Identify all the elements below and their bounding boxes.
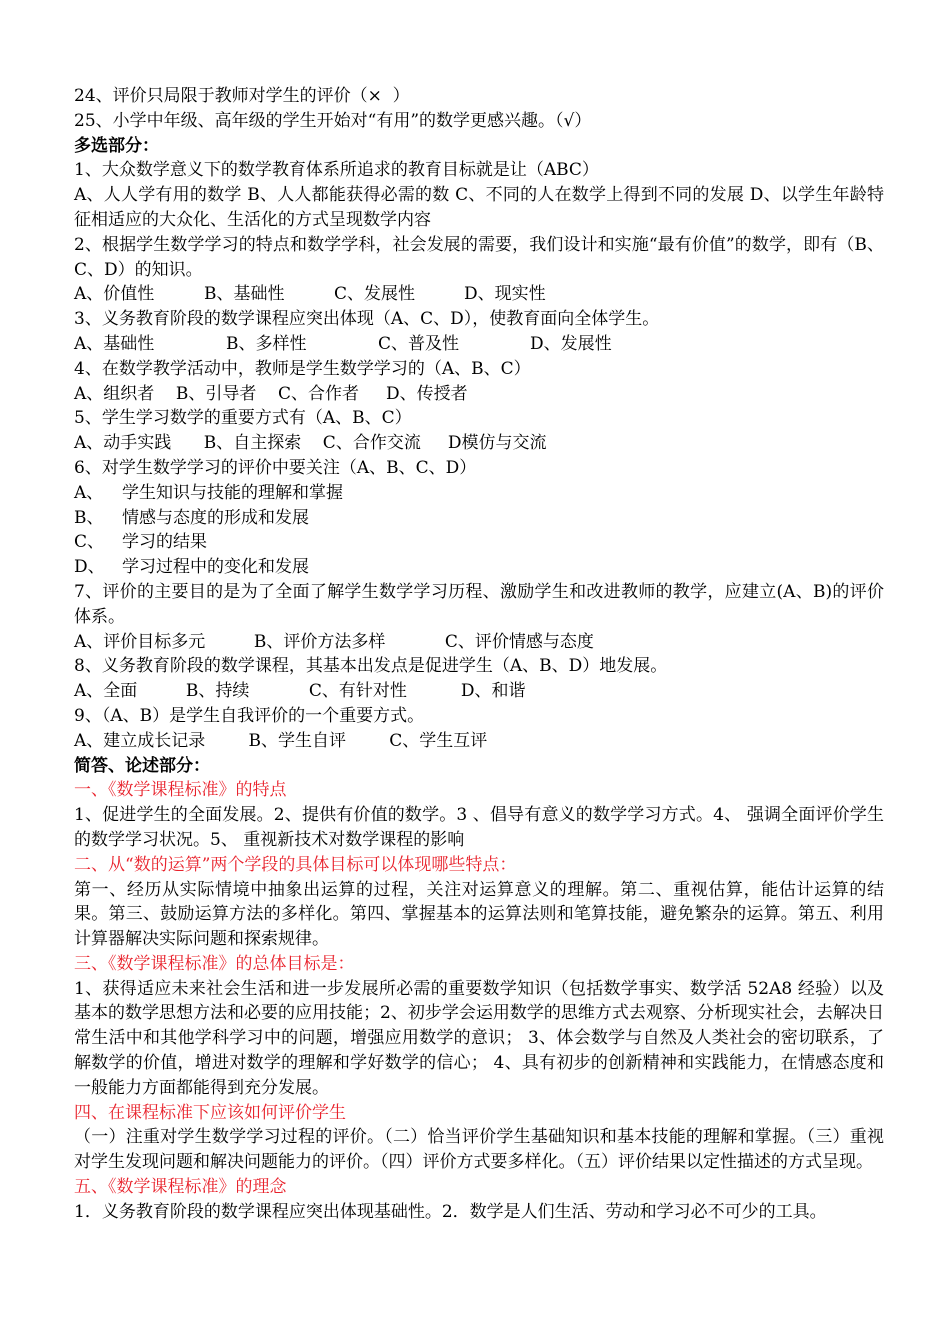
essay-heading: 五、《数学课程标准》的理念 [74, 1177, 287, 1198]
question: 2、根据学生数学学习的特点和数学学科，社会发展的需要，我们设计和实施“最有价值”的数学，即有（B、C、D）的知识。 [74, 234, 884, 280]
list-item: A、 学生知识与技能的理解和掌握 [74, 482, 343, 503]
list-item: B、 情感与态度的形成和发展 [74, 507, 309, 528]
essay-heading: 一、《数学课程标准》的特点 [74, 780, 287, 801]
options: A、建立成长记录 B、学生自评 C、学生互评 [74, 730, 488, 751]
option: C、普及性 [378, 333, 460, 354]
options: A、全面 B、持续 C、有针对性 D、和谐 [74, 681, 526, 702]
essay-body: 第一、经历从实际情境中抽象出运算的过程，关注对运算意义的理解。第二、重视估算，能估计运算的结果。第三、鼓励运算方法的多样化。第四、掌握基本的运算法则和笔算技能，避免繁杂的运算。第五、利用计算器解决实际问题和探索规律。 [74, 879, 884, 950]
option: A、价值性 [74, 284, 155, 305]
question: 3、义务教育阶段的数学课程应突出体现（A、C、D），使教育面向全体学生。 [74, 309, 660, 330]
question: 9、（A、B）是学生自我评价的一个重要方式。 [74, 705, 425, 726]
options: A、评价目标多元 B、评价方法多样 C、评价情感与态度 [74, 631, 594, 652]
options: A、组织者 B、引导者 C、合作者 D、传授者 [74, 383, 468, 404]
options: A、人人学有用的数学 B、人人都能获得必需的数 C、不同的人在数学上得到不同的发展 D、以学生年龄特征相适应的大众化、生活化的方式呈现数学内容 [74, 185, 884, 230]
question: 4、在数学教学活动中，教师是学生数学学习的（A、B、C） [74, 358, 531, 379]
options [74, 282, 884, 307]
option: D、现实性 [464, 284, 546, 305]
essay-body: 1．义务教育阶段的数学课程应突出体现基础性。2．数学是人们生活、劳动和学习必不可少的工具。 [74, 1201, 827, 1222]
question: 8、义务教育阶段的数学课程，其基本出发点是促进学生（A、B、D）地发展。 [74, 656, 668, 677]
question: 5、学生学习数学的重要方式有（A、B、C） [74, 408, 412, 429]
essay-heading: 四、在课程标准下应该如何评价学生 [74, 1102, 346, 1123]
options: A、动手实践 B、自主探索 C、合作交流 D模仿与交流 [74, 433, 547, 454]
list-item: C、 学习的结果 [74, 532, 207, 553]
section-heading-essay: 简答、论述部分： [74, 755, 210, 776]
question: 1、大众数学意义下的数学教育体系所追求的教育目标就是让（ABC） [74, 160, 599, 181]
section-heading-multi: 多选部分： [74, 135, 159, 156]
essay-body: 1、促进学生的全面发展。2、提供有价值的数学。3 、倡导有意义的数学学习方式。4、 强调全面评价学生的数学学习状况。5、 重视新技术对数学课程的影响 [74, 805, 884, 850]
option: B、基础性 [204, 284, 285, 305]
option: A、基础性 [74, 333, 155, 354]
question: 7、评价的主要目的是为了全面了解学生数学学习历程、激励学生和改进教师的教学，应建立(A、B)的评价体系。 [74, 581, 884, 627]
option: B、多样性 [226, 333, 307, 354]
essay-heading: 三、《数学课程标准》的总体目标是： [74, 953, 355, 974]
question: 6、对学生数学学习的评价中要关注（A、B、C、D） [74, 457, 477, 478]
list-item: D、 学习过程中的变化和发展 [74, 557, 309, 578]
essay-body: （一）注重对学生数学学习过程的评价。（二）恰当评价学生基础知识和基本技能的理解和掌握。（三）重视对学生发现问题和解决问题能力的评价。（四）评价方式要多样化。（五）评价结果以定性描述的方式呈现。 [74, 1127, 884, 1173]
essay-heading: 二、从“数的运算”两个学段的具体目标可以体现哪些特点： [74, 854, 517, 875]
option: C、发展性 [334, 284, 416, 305]
judge-item: 25、小学中年级、高年级的学生开始对“有用”的数学更感兴趣。（√） [74, 110, 592, 131]
options [74, 332, 884, 357]
judge-item: 24、评价只局限于教师对学生的评价（× ） [74, 86, 410, 106]
document-page [74, 84, 884, 1225]
essay-body: 1、获得适应未来社会生活和进一步发展所必需的重要数学知识（包括数学事实、数学活 52A8 经验）以及基本的数学思想方法和必要的应用技能；2、初步学会运用数学的思维方式去观察、分析现实社会，去解决日常生活中和其他学科学习中的问题，增强应用数学的意识； 3、体会数学与自然及人类社会的密切联系，了解数学的价值，增进对数学的理解和学好数学的信心； 4、具有初步的创新精神和实践能力，在情感态度和一般能力方面都能得到充分发展。 [74, 978, 884, 1098]
option: D、发展性 [530, 333, 612, 354]
